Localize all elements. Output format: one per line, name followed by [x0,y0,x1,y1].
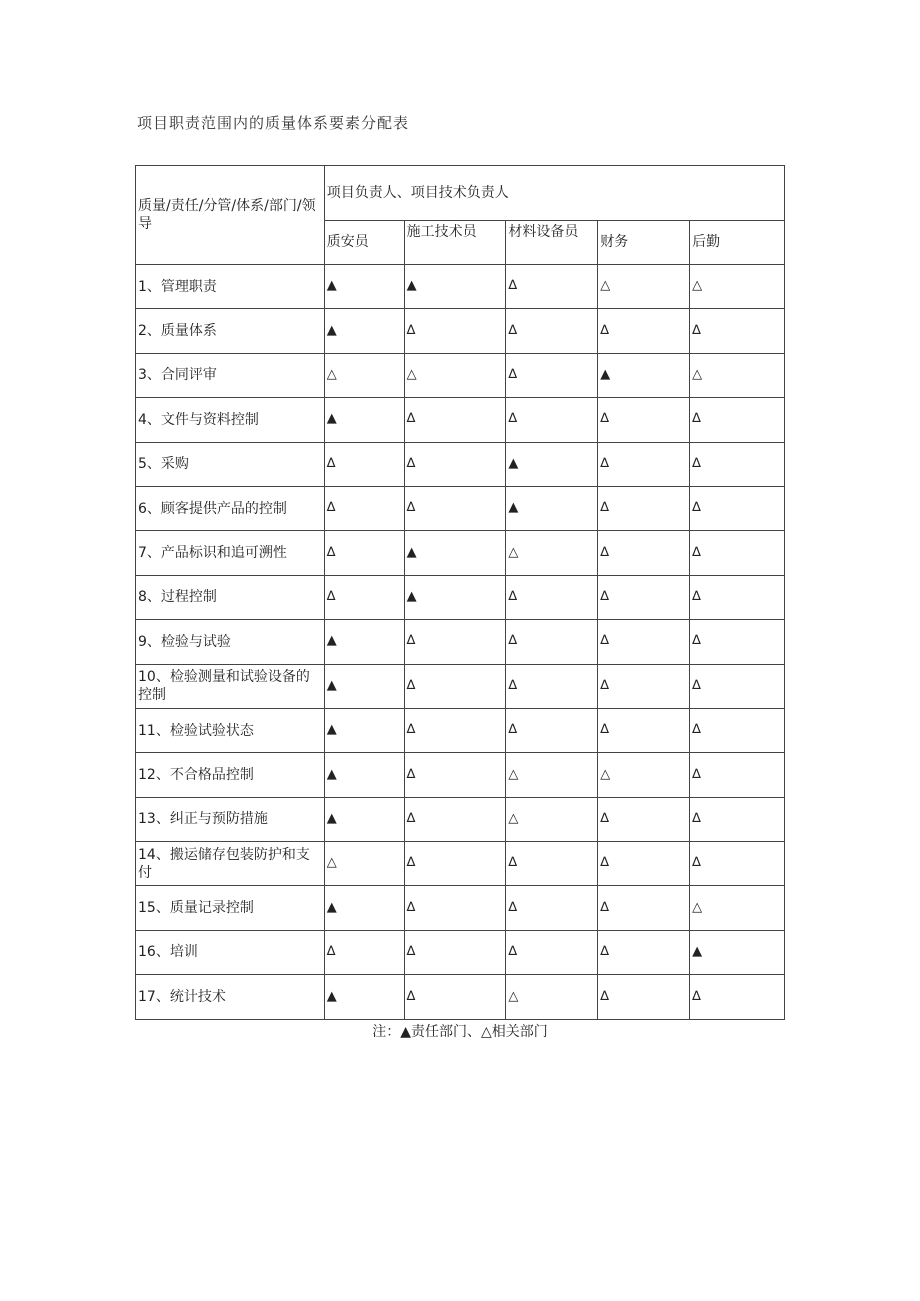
role-marker: △ [690,886,785,930]
role-marker: ∆ [404,708,506,752]
role-marker: ∆ [324,486,404,530]
role-marker: ∆ [690,531,785,575]
row-label: 7、产品标识和追可溯性 [136,531,325,575]
row-label: 2、质量体系 [136,309,325,353]
column-header: 材料设备员 [506,221,598,265]
row-label: 4、文件与资料控制 [136,398,325,442]
role-marker: ∆ [598,620,690,664]
role-marker: ∆ [404,620,506,664]
row-label: 6、顾客提供产品的控制 [136,486,325,530]
role-marker: ▲ [506,486,598,530]
role-marker: ∆ [506,265,598,309]
table-row [136,398,785,442]
role-marker: △ [506,797,598,841]
role-marker: ∆ [690,842,785,886]
role-marker: ∆ [506,708,598,752]
role-marker: ▲ [324,398,404,442]
row-label: 14、搬运储存包装防护和支付 [136,842,325,886]
role-marker: ∆ [690,486,785,530]
role-marker: ∆ [690,442,785,486]
role-marker: ∆ [598,486,690,530]
table-row [136,531,785,575]
table-row [136,353,785,397]
role-marker: ∆ [598,886,690,930]
role-marker: ∆ [690,797,785,841]
table-row [136,575,785,619]
role-marker: ∆ [404,753,506,797]
document-title: 项目职责范围内的质量体系要素分配表 [137,114,410,132]
role-marker: ∆ [598,708,690,752]
role-marker: △ [598,265,690,309]
role-marker: △ [598,753,690,797]
role-marker: ▲ [404,531,506,575]
role-marker: ∆ [598,797,690,841]
role-marker: ∆ [506,886,598,930]
role-marker: ∆ [598,442,690,486]
role-marker: ∆ [598,398,690,442]
role-marker: ∆ [506,309,598,353]
role-marker: ∆ [690,664,785,708]
responsibility-matrix-table [135,165,785,1020]
table-row [136,309,785,353]
role-marker: ∆ [324,531,404,575]
role-marker: ∆ [506,353,598,397]
role-marker: ▲ [324,620,404,664]
role-marker: ∆ [598,975,690,1019]
role-marker: ∆ [404,886,506,930]
role-marker: ∆ [598,309,690,353]
role-marker: ∆ [506,398,598,442]
role-marker: ∆ [324,575,404,619]
role-marker: ∆ [598,575,690,619]
role-marker: △ [506,753,598,797]
row-label: 15、质量记录控制 [136,886,325,930]
role-marker: ∆ [690,975,785,1019]
role-marker: ∆ [506,664,598,708]
row-label: 12、不合格品控制 [136,753,325,797]
role-marker: ∆ [404,664,506,708]
role-marker: ∆ [404,398,506,442]
row-label: 8、过程控制 [136,575,325,619]
row-label: 9、检验与试验 [136,620,325,664]
role-marker: ▲ [324,975,404,1019]
role-marker: △ [690,353,785,397]
row-label: 1、管理职责 [136,265,325,309]
role-marker: ∆ [690,575,785,619]
role-marker: ▲ [404,575,506,619]
row-label: 13、纠正与预防措施 [136,797,325,841]
role-marker: ∆ [324,930,404,974]
row-label: 3、合同评审 [136,353,325,397]
role-marker: ∆ [598,930,690,974]
row-label: 10、检验测量和试验设备的控制 [136,664,325,708]
table-row [136,664,785,708]
table-row [136,753,785,797]
group-header: 项目负责人、项目技术负责人 [324,166,784,221]
table-row [136,265,785,309]
role-marker: ▲ [404,265,506,309]
role-marker: △ [324,353,404,397]
role-marker: ▲ [598,353,690,397]
role-marker: ∆ [690,398,785,442]
role-marker: ▲ [324,664,404,708]
role-marker: △ [506,975,598,1019]
table-row [136,886,785,930]
role-marker: ∆ [404,797,506,841]
role-marker: ∆ [404,442,506,486]
table-row [136,486,785,530]
role-marker: ∆ [404,975,506,1019]
role-marker: ∆ [690,708,785,752]
role-marker: ∆ [506,620,598,664]
role-marker: ▲ [324,886,404,930]
role-marker: ∆ [690,753,785,797]
row-label: 16、培训 [136,930,325,974]
role-marker: △ [324,842,404,886]
column-header: 施工技术员 [404,221,506,265]
role-marker: ▲ [324,309,404,353]
role-marker: △ [690,265,785,309]
role-marker: ∆ [598,664,690,708]
column-header: 后勤 [690,221,785,265]
role-marker: ▲ [324,265,404,309]
table-row [136,842,785,886]
legend-note: 注：▲责任部门、△相关部门 [372,1024,548,1040]
role-marker: ∆ [506,575,598,619]
role-marker: ∆ [404,486,506,530]
role-marker: ∆ [506,842,598,886]
column-header: 财务 [598,221,690,265]
role-marker: ∆ [506,930,598,974]
table-row [136,620,785,664]
role-marker: ∆ [404,842,506,886]
role-marker: ▲ [324,797,404,841]
table-row [136,930,785,974]
role-marker: △ [506,531,598,575]
role-marker: ▲ [324,753,404,797]
row-label: 5、采购 [136,442,325,486]
role-marker: ∆ [690,620,785,664]
table-row [136,975,785,1019]
corner-header: 质量/责任/分管/体系/部门/领导 [136,166,325,265]
role-marker: ▲ [690,930,785,974]
table-row [136,708,785,752]
role-marker: ▲ [324,708,404,752]
role-marker: ∆ [598,531,690,575]
role-marker: ∆ [404,309,506,353]
role-marker: ∆ [404,930,506,974]
role-marker: ∆ [324,442,404,486]
table-row [136,442,785,486]
column-header: 质安员 [324,221,404,265]
role-marker: ∆ [690,309,785,353]
role-marker: △ [404,353,506,397]
table-row [136,797,785,841]
row-label: 17、统计技术 [136,975,325,1019]
row-label: 11、检验试验状态 [136,708,325,752]
role-marker: ∆ [598,842,690,886]
role-marker: ▲ [506,442,598,486]
